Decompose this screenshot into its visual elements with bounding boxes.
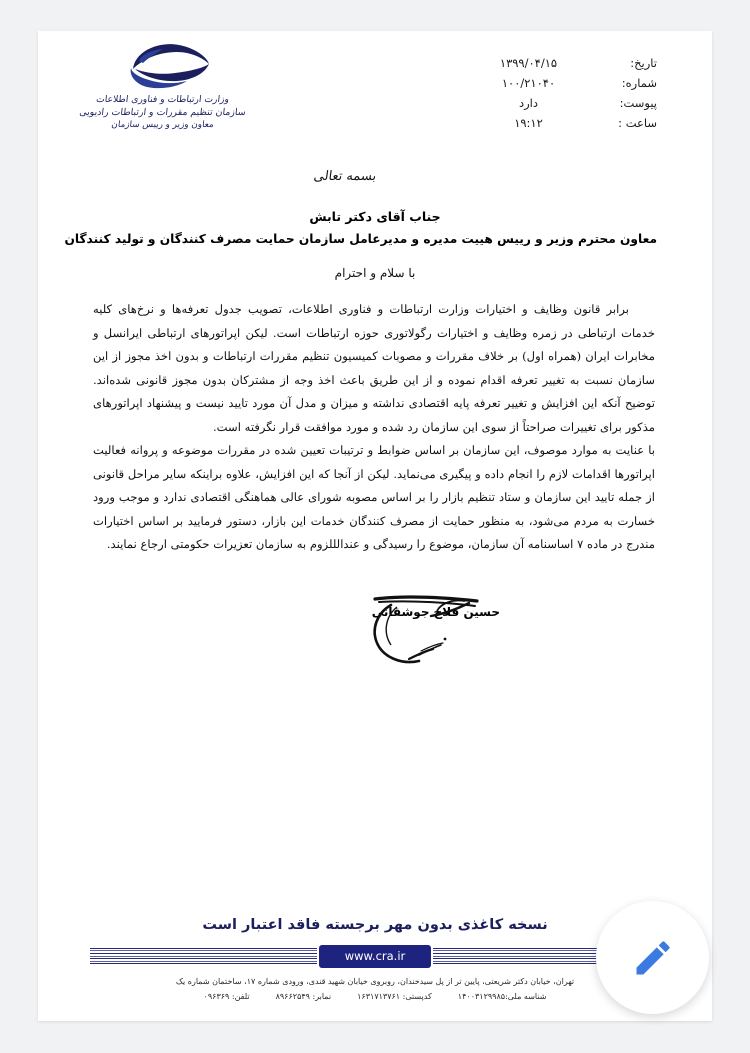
meta-value-number: ۱۰۰/۲۱۰۴۰ — [501, 76, 556, 90]
meta-value-date: ۱۳۹۹/۰۴/۱۵ — [499, 56, 558, 70]
basmala: بسمه تعالی — [312, 169, 378, 184]
meta-label-date: تاریخ: — [630, 56, 657, 70]
footer-address: تهران، خیابان دکتر شریعتی، پایین تر از پل سیدخندان، روبروی خیابان شهید قندی، ورودی شماره ۱۷، ساختمان شماره یک — [175, 977, 575, 986]
pencil-icon — [631, 936, 675, 980]
organization-logo-block — [60, 39, 265, 132]
meta-value-time: ۱۹:۱۲ — [514, 116, 543, 130]
meta-row-attachment — [442, 93, 657, 113]
footer-contact-postal-code: کدپستی: ۱۶۳۱۷۱۳۷۶۱ — [357, 992, 432, 1001]
logo-line-ministry: وزارت ارتباطات و فناوری اطلاعات — [95, 94, 230, 105]
logo-line-role: معاون وزیر و رییس سازمان — [110, 120, 215, 130]
organization-name-lines — [60, 93, 265, 132]
meta-label-attachment: پیوست: — [619, 96, 657, 110]
signatory-name: حسین فلاح جوشقانی — [371, 604, 500, 619]
letter-body — [38, 298, 712, 557]
website-url[interactable]: www.cra.ir — [319, 945, 432, 968]
cra-swoosh-logo-icon — [60, 39, 265, 91]
meta-label-number: شماره: — [621, 76, 657, 90]
body-paragraph-1: برابر قانون وظایف و اختیارات وزارت ارتباطات و فناوری اطلاعات، تصویب جدول تعرفه‌ها و نرخ‌های کلیه خدمات ارتباطی در زمره وظایف و اختیارات رگولاتوری حوزه ارتباطات است. لیکن اپراتورهای ارتباطی ایرانسل و مخابرات ایران (همراه اول) بر خلاف مقررات و مصوبات کمیسیون تنظیم مقررات ارتباطات و بدون اخذ مجوز از این سازمان نسبت به تغییر تعرفه اقدام نموده و از این طریق باعث اخذ وجه از مشترکان بدون مجوز قانونی شده‌اند. توضیح آنکه این افزایش و تغییر تعرفه پایه اقتصادی نداشته و میزان و مدل آن مورد تایید نیست و پیشنهاد اپراتورهای مذکور برای تغییرات صراحتاً از سوی این سازمان رد شده و مورد موافقت قرار نگرفته است. — [93, 302, 655, 434]
document-page — [38, 31, 712, 1021]
addressee-title: معاون محترم وزیر و رییس هییت مدیره و مدیرعامل سازمان حمایت مصرف کنندگان و تولید کنندگان — [64, 232, 657, 246]
addressee-name: جناب آقای دکتر تابش — [309, 209, 441, 224]
addressee-block — [38, 206, 712, 250]
letter-meta-block — [442, 53, 657, 133]
meta-row-time — [442, 113, 657, 133]
logo-line-organization: سازمان تنظیم مقررات و ارتباطات رادیویی — [78, 107, 247, 118]
salutation: با سلام و احترام — [334, 266, 416, 280]
footer-contact-national-id: شناسه ملی:۱۴۰۰۳۱۲۹۹۸۵ — [457, 992, 547, 1001]
footer-contact-fax: نمابر: ۸۹۶۶۲۵۴۹ — [275, 992, 332, 1001]
edit-pencil-fab[interactable] — [596, 901, 709, 1014]
footer-rule-row — [90, 943, 660, 969]
meta-value-attachment: دارد — [519, 96, 538, 110]
signature-block — [38, 595, 712, 685]
handwritten-signature-icon — [357, 589, 517, 679]
meta-row-number — [442, 73, 657, 93]
body-paragraph-2: با عنایت به موارد موصوف، این سازمان بر اساس ضوابط و ترتیبات تعیین شده در مقررات موضوعه و پروانه فعالیت اپراتورها اقدامات لازم را انجام داده و پیگیری می‌نماید. لیکن از آنجا که این افزایش، علاوه براینکه سایر مراحل قانونی از جمله تایید این سازمان و ستاد تنظیم بازار را بر اساس مصوبه شورای عالی هماهنگی اقتصادی ندارد و موجب ورود خسارت به مردم می‌شود، به منظور حمایت از مصرف کنندگان خدمات این بازار، دستور فرمایید بر اساس اختیارات مندرج در ماده ۷ اساسنامه آن سازمان، موضوع را رسیدگی و عندالللزوم به سازمان تعزیرات حکومتی ارجاع نمایند. — [93, 443, 655, 551]
letter-header — [38, 31, 712, 161]
meta-label-time: ساعت : — [618, 116, 657, 130]
footer-stripes-left — [90, 948, 317, 965]
paper-copy-notice: نسخه کاغذی بدون مهر برجسته فاقد اعتبار است — [202, 917, 548, 933]
meta-row-date — [442, 53, 657, 73]
footer-contact-phone: تلفن: ۰۹۶۳۶۹ — [203, 992, 250, 1001]
